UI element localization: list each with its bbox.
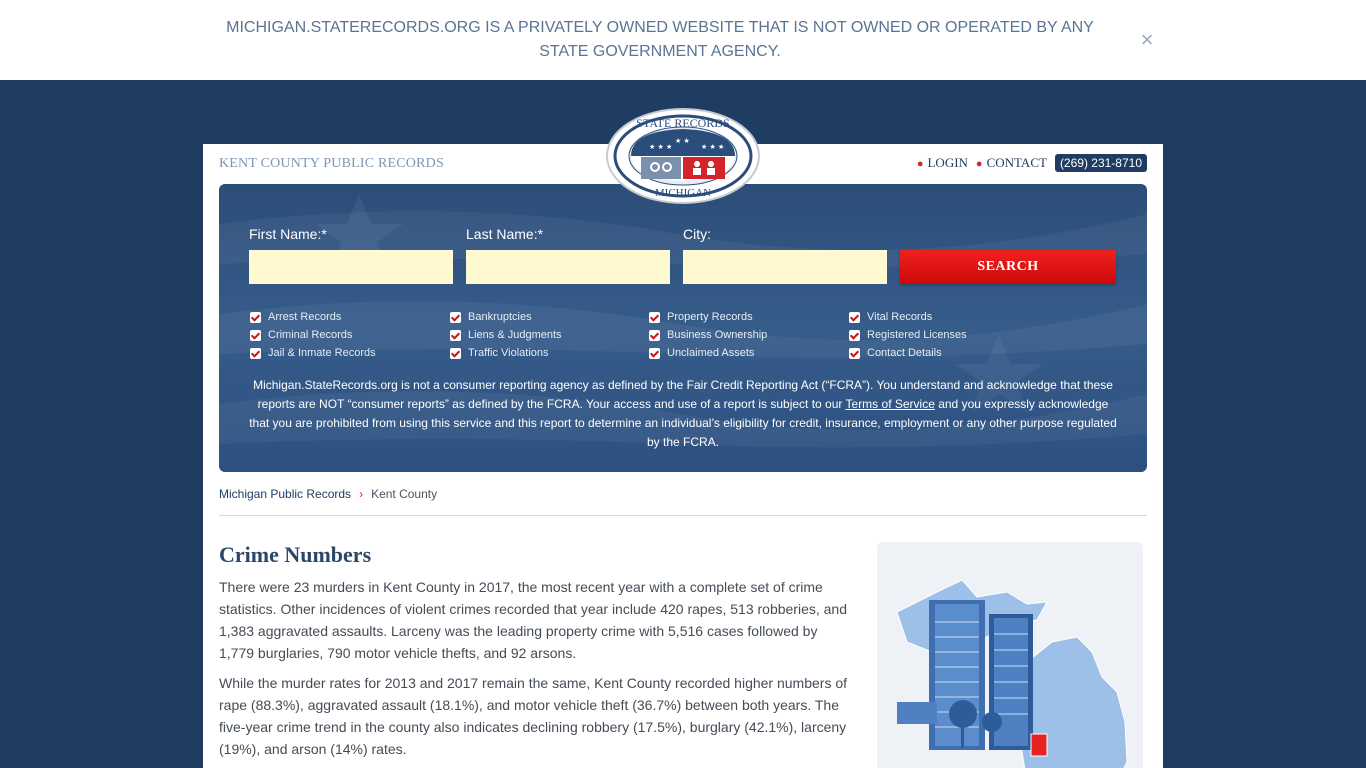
checkbox-checked-icon[interactable]	[250, 312, 261, 323]
checkbox-label: Jail & Inmate Records	[268, 347, 376, 359]
bullet-icon: ●	[975, 158, 983, 170]
checkbox-traffic-violations[interactable]	[450, 347, 549, 359]
checkbox-label: Vital Records	[867, 311, 933, 323]
page-title: KENT COUNTY PUBLIC RECORDS	[219, 156, 444, 171]
checkbox-checked-icon[interactable]	[649, 348, 660, 359]
michigan-map-icon	[877, 542, 1143, 768]
checkbox-label: Liens & Judgments	[468, 329, 562, 341]
breadcrumb-michigan-link[interactable]: Michigan Public Records	[219, 487, 352, 501]
paragraph: There were 23 murders in Kent County in 2017, the most recent year with a complete set of crime statistics. Other incidences of violent crimes recorded that year include 420 rapes, 513 robberies, and 1,383 aggravated assaults. Larceny was the leading property crime with 5,516 cases followed by 1,779 burglaries, 790 motor vehicle thefts, and 92 arsons.	[219, 579, 847, 661]
checkbox-checked-icon[interactable]	[649, 312, 660, 323]
checkbox-checked-icon[interactable]	[849, 348, 860, 359]
checkbox-business-ownership[interactable]	[649, 329, 767, 341]
checkbox-vital-records[interactable]	[849, 311, 932, 323]
search-button[interactable]: SEARCH	[900, 250, 1116, 284]
banner-text: MICHIGAN.STATERECORDS.ORG IS A PRIVATELY OWNED WEBSITE THAT IS NOT OWNED OR OPERATED BY ANY STATE GOVERNMENT AGENCY.	[226, 19, 1094, 60]
breadcrumb-current: Kent County	[371, 487, 438, 501]
checkbox-checked-icon[interactable]	[250, 330, 261, 341]
checkbox-contact-details[interactable]	[849, 347, 942, 359]
checkbox-criminal-records[interactable]	[250, 329, 352, 341]
checkbox-unclaimed-assets[interactable]	[649, 347, 754, 359]
checkbox-registered-licenses[interactable]	[849, 329, 967, 341]
checkbox-label: Business Ownership	[667, 329, 768, 341]
breadcrumb	[219, 487, 437, 501]
checkbox-label: Unclaimed Assets	[667, 347, 755, 359]
login-link[interactable]	[917, 155, 968, 171]
checkbox-checked-icon[interactable]	[649, 330, 660, 341]
state-records-logo[interactable]	[605, 107, 761, 205]
svg-text:★ ★: ★ ★	[675, 137, 690, 145]
contact-label: CONTACT	[986, 155, 1047, 170]
checkbox-jail-inmate-records[interactable]	[250, 347, 376, 359]
checkbox-arrest-records[interactable]	[250, 311, 341, 323]
checkbox-checked-icon[interactable]	[450, 312, 461, 323]
checkbox-label: Criminal Records	[268, 329, 353, 341]
svg-text:★ ★ ★: ★ ★ ★	[649, 143, 673, 151]
checkbox-label: Bankruptcies	[468, 311, 532, 323]
search-panel	[219, 184, 1147, 472]
city-label: City:	[683, 226, 711, 242]
first-name-label: First Name:*	[249, 226, 327, 242]
checkbox-checked-icon[interactable]	[250, 348, 261, 359]
checkbox-bankruptcies[interactable]	[450, 311, 532, 323]
paragraph: While the murder rates for 2013 and 2017 remain the same, Kent County recorded higher numbers of rape (88.3%), aggravated assault (18.1%), and motor vehicle theft (36.7%) between both years. The five-year crime trend in the county also indicates declining robbery (17.5%), burglary (42.1%), larceny (19%), and arson (14%) rates.	[219, 675, 848, 757]
checkbox-checked-icon[interactable]	[450, 330, 461, 341]
checkbox-label: Property Records	[667, 311, 753, 323]
checkbox-checked-icon[interactable]	[450, 348, 461, 359]
phone-badge[interactable]: (269) 231-8710	[1055, 154, 1147, 172]
contact-link[interactable]	[976, 155, 1047, 171]
disclaimer-text: and you expressly acknowledge that you are prohibited from using this service and this report to determine an individual’s eligibility for credit, insurance, employment or any other purpose regulated by the FCRA.	[249, 397, 1117, 449]
divider	[219, 515, 1147, 516]
svg-text:★ ★ ★: ★ ★ ★	[701, 143, 725, 151]
disclaimer-text: Michigan.StateRecords.org is not a consumer reporting agency as defined by the Fair Credit Reporting Act (“FCRA”). You understand and acknowledge that these reports are NOT “consumer reports” as defined by the FCRA. Your access and use of a report is subject to our	[253, 378, 1113, 411]
close-icon[interactable]: ×	[1140, 27, 1154, 52]
chevron-right-icon: ›	[359, 487, 364, 501]
first-name-input[interactable]	[249, 250, 453, 284]
checkbox-checked-icon[interactable]	[849, 312, 860, 323]
logo-top-text: STATE RECORDS	[636, 116, 730, 130]
checkbox-property-records[interactable]	[649, 311, 753, 323]
header-links	[917, 154, 1147, 172]
logo-bottom-text: MICHIGAN	[654, 187, 712, 199]
last-name-input[interactable]	[466, 250, 670, 284]
city-input[interactable]	[683, 250, 887, 284]
checkbox-label: Contact Details	[867, 347, 942, 359]
bullet-icon: ●	[916, 158, 924, 170]
login-label: LOGIN	[927, 155, 968, 170]
checkbox-checked-icon[interactable]	[849, 330, 860, 341]
checkbox-liens-judgments[interactable]	[450, 329, 562, 341]
main-card	[203, 144, 1163, 768]
checkbox-label: Traffic Violations	[468, 347, 549, 359]
county-map-illustration	[877, 542, 1143, 768]
last-name-label: Last Name:*	[466, 226, 544, 242]
checkbox-label: Arrest Records	[268, 311, 342, 323]
terms-of-service-link[interactable]: Terms of Service	[845, 397, 935, 411]
checkbox-label: Registered Licenses	[867, 329, 967, 341]
disclaimer-banner	[0, 0, 1366, 80]
section-title: Crime Numbers	[219, 542, 372, 567]
fcra-disclaimer	[247, 376, 1119, 452]
